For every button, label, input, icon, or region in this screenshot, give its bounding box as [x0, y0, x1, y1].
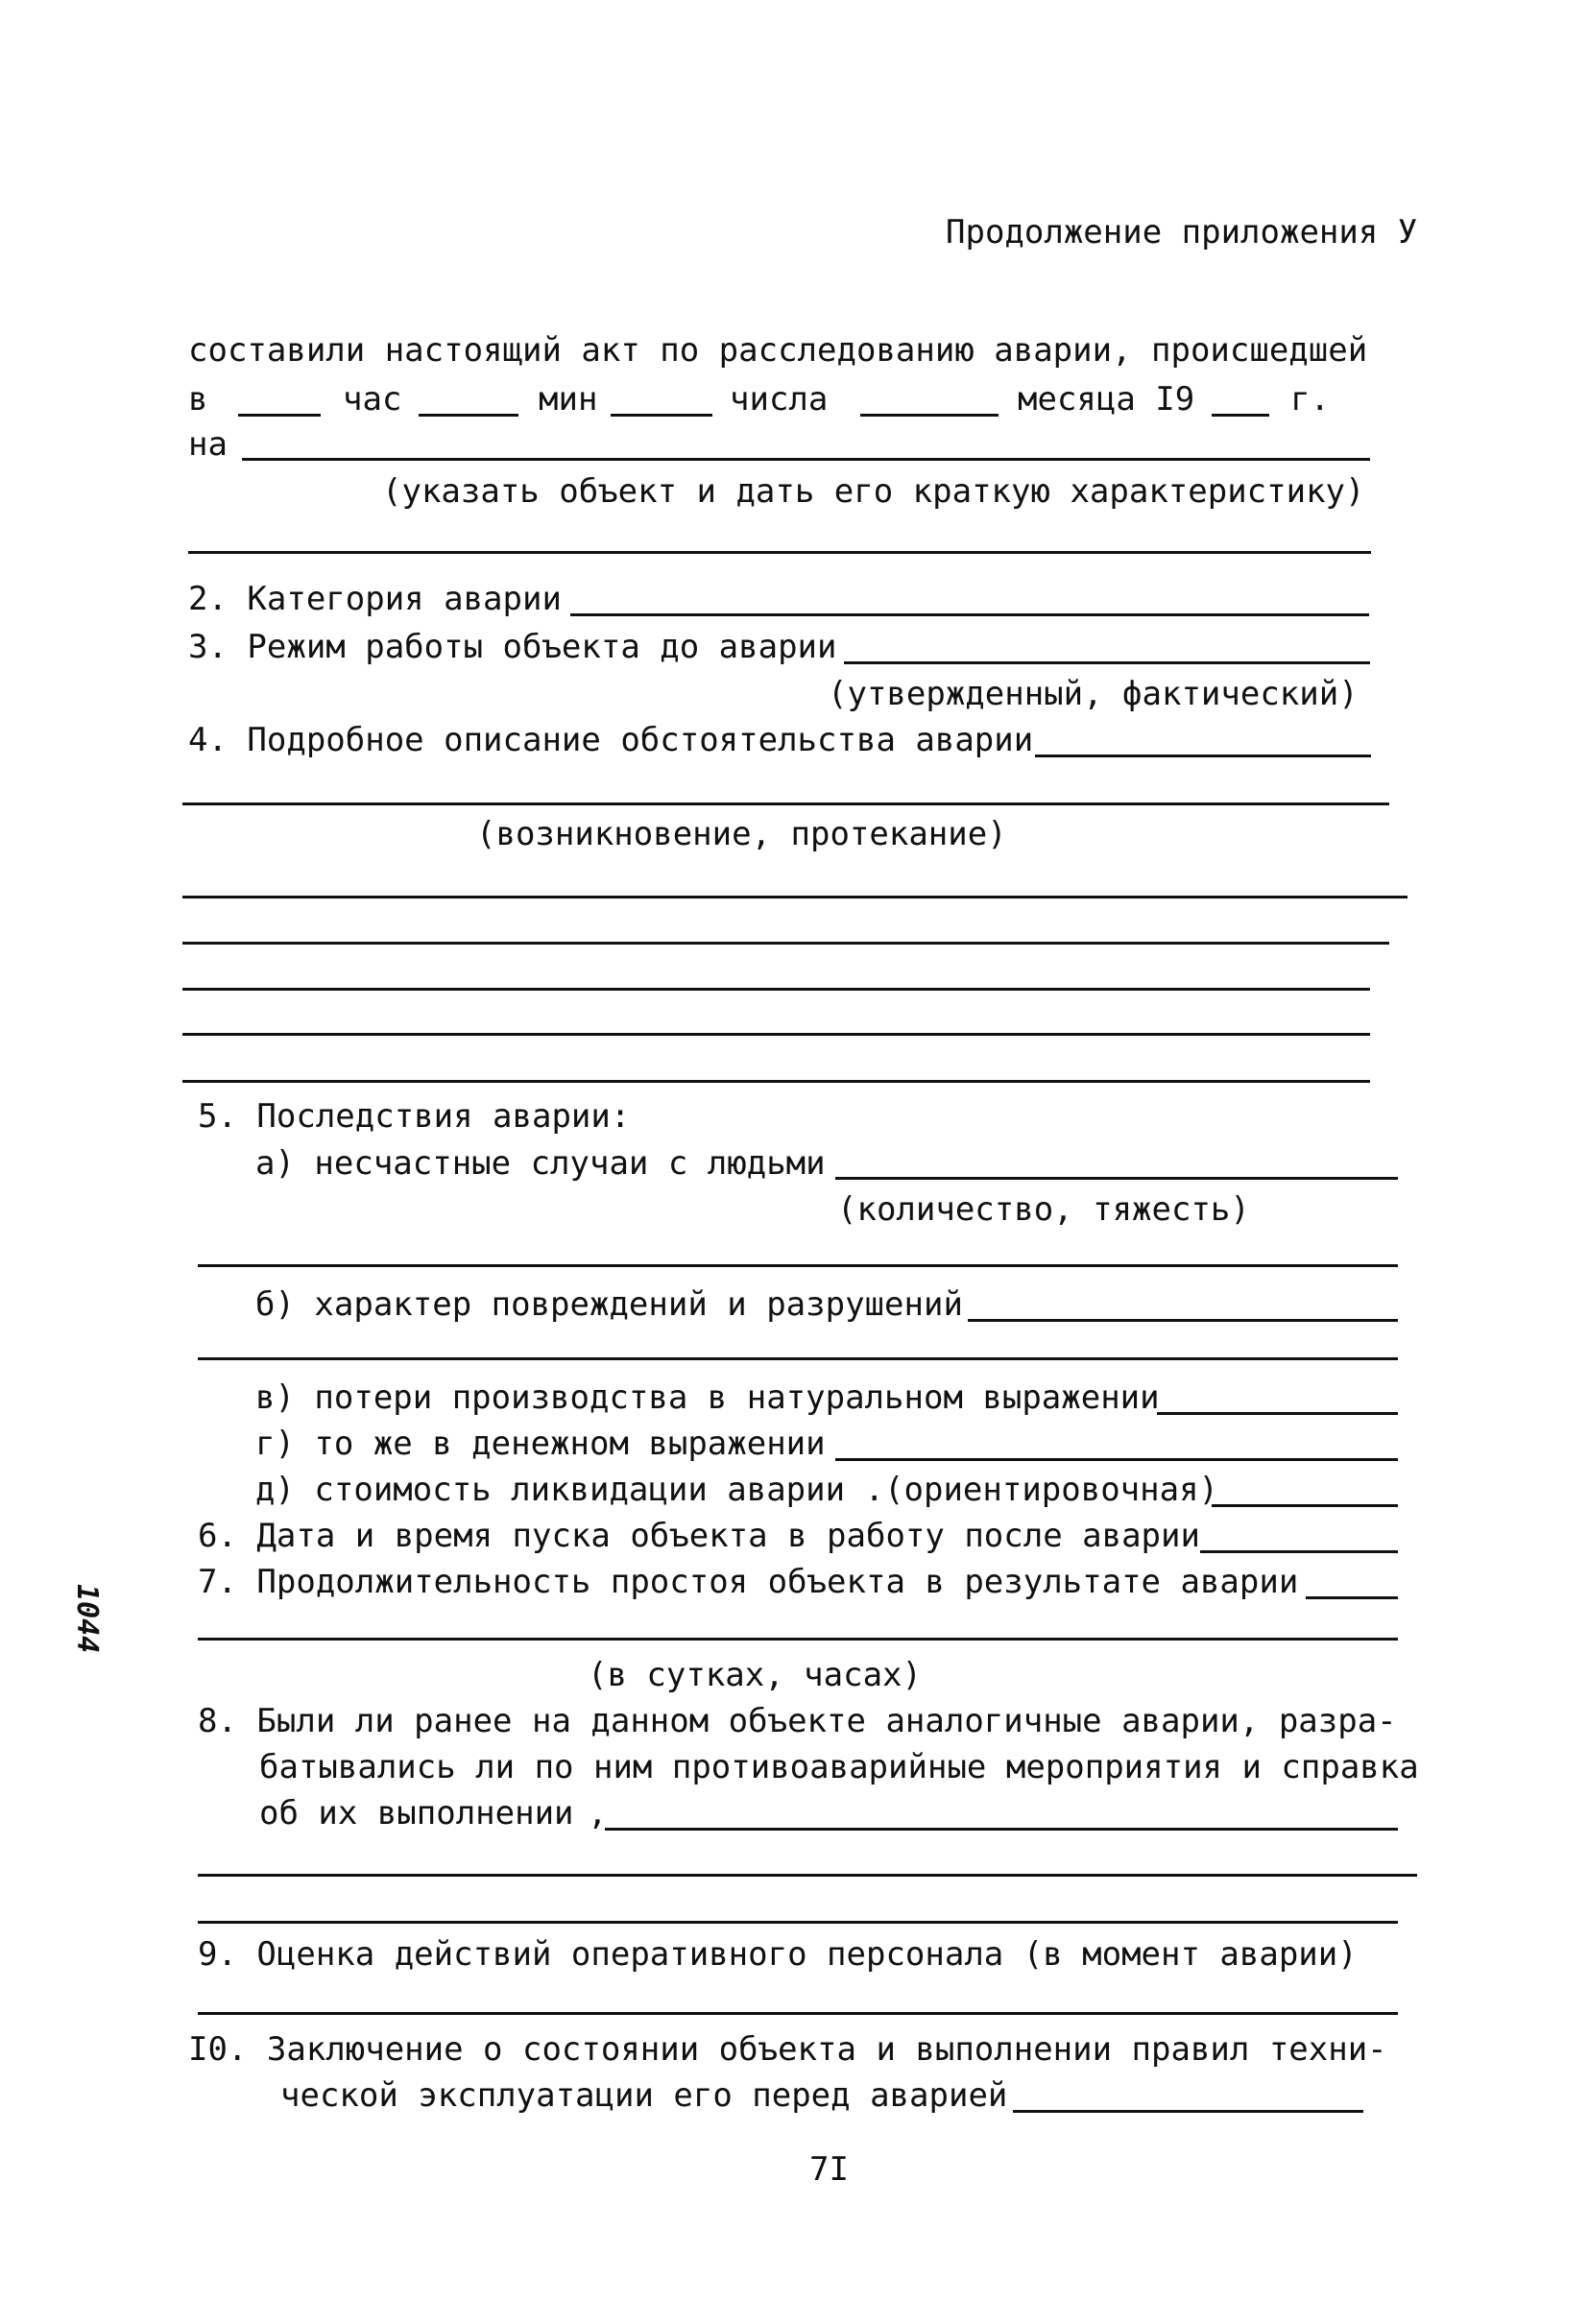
casualties-hint: (количество, тяжесть) — [837, 1190, 1250, 1229]
item-restart-date: 6. Дата и время пуска объекта в работу после аварии — [198, 1517, 1200, 1555]
label-day: числа — [730, 380, 829, 419]
intro-line: составили настоящий акт по расследованию аварии, происшедшей — [188, 331, 1368, 370]
casualties-field[interactable] — [835, 1177, 1398, 1180]
description-field[interactable] — [1035, 755, 1371, 757]
restart-date-field[interactable] — [1200, 1550, 1398, 1553]
continuation-header: Продолжение приложения У — [946, 213, 1418, 252]
downtime-field[interactable] — [1306, 1596, 1398, 1599]
description-line-2[interactable] — [182, 942, 1389, 945]
mode-hint: (утвержденный, фактический) — [828, 675, 1359, 713]
casualties-field-cont[interactable] — [198, 1264, 1398, 1267]
item-operating-mode: 3. Режим работы объекта до аварии — [188, 628, 837, 666]
item-previous-accidents: 8. Были ли ранее на данном объекте аналогичные аварии, разра- — [198, 1702, 1397, 1740]
description-hint: (возникновение, протекание) — [476, 815, 1007, 853]
item-downtime: 7. Продолжительность простоя объекта в результате аварии — [198, 1563, 1299, 1601]
item-description: 4. Подробное описание обстоятельства аварии — [188, 721, 1034, 759]
label-year: г. — [1290, 380, 1330, 419]
object-field[interactable] — [242, 458, 1370, 461]
item-5b-damage: б) характер повреждений и разрушений — [255, 1285, 963, 1324]
item-previous-accidents-l3: об их выполнении — [259, 1794, 574, 1833]
item-5d-liquidation-cost: д) стоимость ликвидации аварии .(ориентировочная) — [255, 1471, 1219, 1509]
damage-field-cont[interactable] — [198, 1357, 1398, 1360]
conclusion-field[interactable] — [1013, 2110, 1363, 2113]
month-field[interactable] — [860, 414, 999, 417]
liquidation-cost-field[interactable] — [1212, 1504, 1398, 1507]
item-5g-monetary-loss: г) то же в денежном выражении — [255, 1425, 826, 1463]
handwritten-comma: , — [588, 1794, 608, 1833]
minute-field[interactable] — [419, 414, 518, 417]
previous-accidents-line-1[interactable] — [198, 1874, 1417, 1877]
staff-assessment-field[interactable] — [198, 2012, 1398, 2015]
item-consequences: 5. Последствия аварии: — [198, 1097, 631, 1136]
damage-field[interactable] — [968, 1319, 1398, 1322]
monetary-loss-field[interactable] — [835, 1458, 1398, 1461]
label-on: на — [188, 425, 228, 464]
label-hour: час — [343, 380, 402, 419]
item-accident-category: 2. Категория аварии — [188, 580, 562, 618]
description-line-5[interactable] — [182, 1080, 1370, 1083]
item-staff-assessment: 9. Оценка действий оперативного персонала (в момент аварии) — [198, 1935, 1358, 1974]
object-field-cont[interactable] — [188, 551, 1371, 554]
label-in: в — [188, 380, 208, 419]
item-conclusion: I0. Заключение о состоянии объекта и выполнении правил техни- — [188, 2030, 1387, 2069]
description-line-1[interactable] — [182, 896, 1408, 898]
description-line-4[interactable] — [182, 1033, 1370, 1036]
item-5v-production-loss: в) потери производства в натуральном выражении — [255, 1378, 1160, 1417]
label-month-year: месяца I9 — [1018, 380, 1195, 419]
previous-accidents-line-2[interactable] — [198, 1921, 1398, 1924]
description-field-cont[interactable] — [182, 803, 1389, 805]
description-line-3[interactable] — [182, 988, 1370, 991]
hour-field[interactable] — [238, 414, 321, 417]
mode-field[interactable] — [844, 661, 1370, 664]
label-min: мин — [539, 380, 598, 419]
side-mark: 1044 — [70, 1584, 104, 1654]
category-field[interactable] — [570, 613, 1369, 616]
downtime-field-cont[interactable] — [198, 1638, 1398, 1641]
item-5a-casualties: а) несчастные случаи с людьми — [255, 1144, 826, 1183]
page-number: 7I — [809, 2150, 849, 2189]
year-field[interactable] — [1212, 414, 1269, 417]
item-conclusion-l2: ческой эксплуатации его перед аварией — [280, 2076, 1008, 2115]
day-field[interactable] — [611, 414, 712, 417]
previous-accidents-field[interactable] — [605, 1828, 1398, 1831]
production-loss-field[interactable] — [1157, 1412, 1398, 1415]
downtime-hint: (в сутках, часах) — [588, 1656, 922, 1694]
item-previous-accidents-l2: батывались ли по ним противоаварийные мероприятия и справка — [259, 1748, 1419, 1786]
object-hint: (указать объект и дать его краткую характеристику) — [382, 472, 1365, 511]
